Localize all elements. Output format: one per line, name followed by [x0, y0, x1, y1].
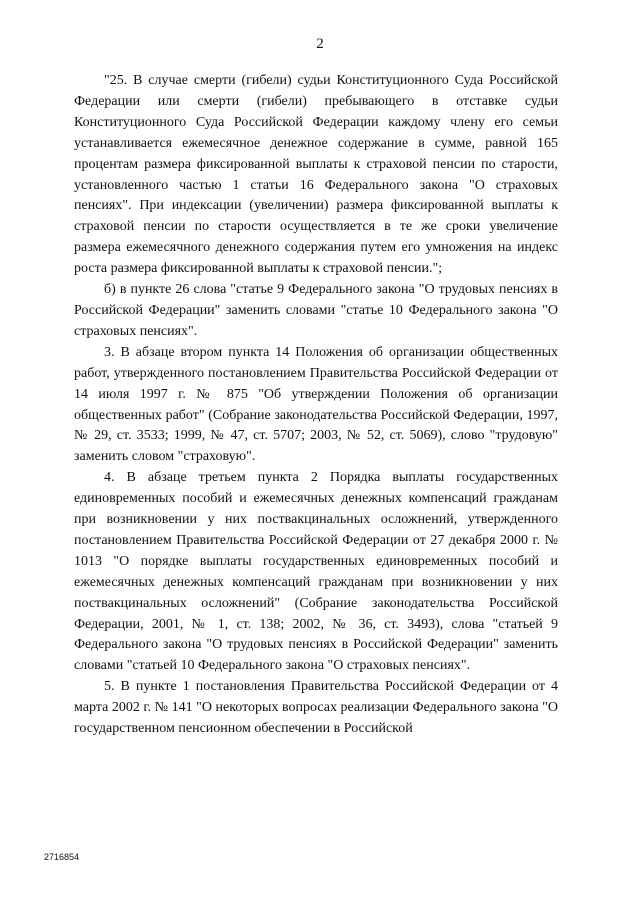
paragraph-4: 4. В абзаце третьем пункта 2 Порядка выплаты государственных единовременных пособий и ежемесячных денежных компенсаций гражданам при возникновении у них поствакцинальных осложнений, утвержденного постановлением Правительства Российской Федерации от 27 декабря 2000 г. № 1013 "О порядке выплаты государственных единовременных пособий и ежемесячных денежных компенсаций гражданам при возникновении у них поствакцинальных осложнений" (Собрание законодательства Российской Федерации, 2001, № 1, ст. 138; 2002, № 36, ст. 3493), слова "статьей 9 Федерального закона "О трудовых пенсиях в Российской Федерации" заменить словами "статьей 10 Федерального закона "О страховых пенсиях".: [74, 470, 558, 674]
paragraph-25: "25. В случае смерти (гибели) судьи Конституционного Суда Российской Федерации или смерти (гибели) пребывающего в отставке судьи Конституционного Суда Российской Федерации каждому члену его семьи устанавливается ежемесячное денежное содержание в сумме, равной 165 процентам размера фиксированной выплаты к страховой пенсии по старости, установленного частью 1 статьи 16 Федерального закона "О страховых пенсиях". При индексации (увеличении) размера фиксированной выплаты к страховой пенсии по старости осуществляется в те же сроки увеличение размера ежемесячного денежного содержания путем его умножения на индекс роста размера фиксированной выплаты к страховой пенсии.";: [74, 73, 558, 277]
paragraph-5: 5. В пункте 1 постановления Правительства Российской Федерации от 4 марта 2002 г. № 141 "О некоторых вопросах реализации Федерального закона "О государственном пенсионном обеспечении в Российской: [74, 679, 558, 737]
page-number: 2: [316, 36, 324, 52]
paragraph-3: 3. В абзаце втором пункта 14 Положения об организации общественных работ, утвержденного постановлением Правительства Российской Федерации от 14 июля 1997 г. № 875 "Об утверждении Положения об организации общественных работ" (Собрание законодательства Российской Федерации, 1997, № 29, ст. 3533; 1999, № 47, ст. 5707; 2003, № 52, ст. 5069), слово "трудовую" заменить словом "страховую".: [74, 344, 558, 465]
document-code: 2716854: [44, 852, 80, 862]
document-body: [74, 71, 558, 740]
paragraph-sub-b: б) в пункте 26 слова "статье 9 Федерального закона "О трудовых пенсиях в Российской Федерации" заменить словами "статье 10 Федерального закона "О страховых пенсиях".: [74, 282, 558, 339]
